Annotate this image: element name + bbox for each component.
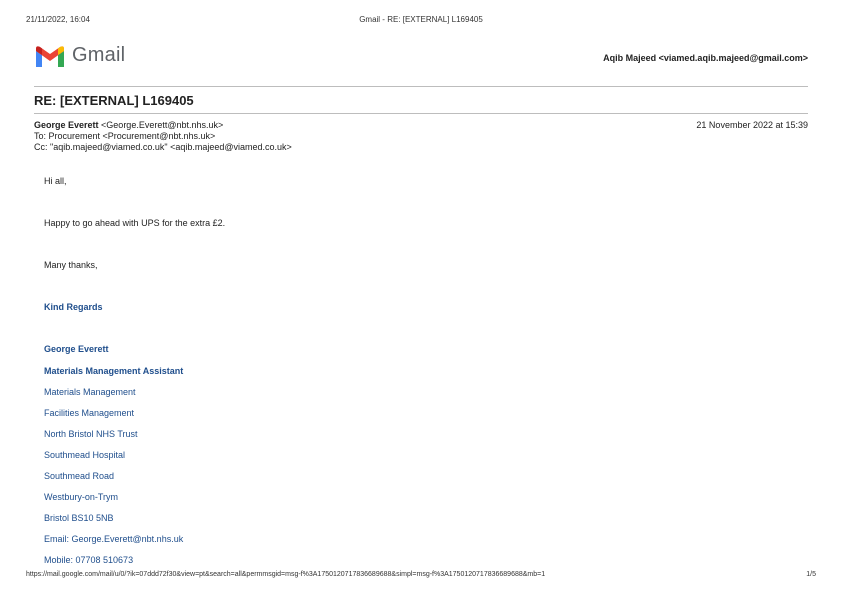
signature-line: North Bristol NHS Trust xyxy=(44,429,138,439)
header-divider xyxy=(34,86,808,87)
signature-line: Westbury-on-Trym xyxy=(44,492,119,502)
print-url: https://mail.google.com/mail/u/0/?ik=07ddd72f30&view=pt&search=all&permmsgid=msg-f%3A1750120717836689688&simpl=msg-f%3A1750120717836689688&mb=1 xyxy=(26,571,546,578)
body-line: Happy to go ahead with UPS for the extra £2. xyxy=(44,218,226,228)
message-date: 21 November 2022 at 15:39 xyxy=(696,120,808,130)
signature-email-link[interactable]: Email: George.Everett@nbt.nhs.uk xyxy=(44,534,184,544)
signature-mobile: Mobile: 07708 510673 xyxy=(44,555,134,565)
print-page-number: 1/5 xyxy=(806,571,816,578)
signature-line: Southmead Road xyxy=(44,471,115,481)
subject-divider xyxy=(34,113,808,114)
signature-line: Materials Management xyxy=(44,387,136,397)
greeting: Hi all, xyxy=(44,176,67,186)
sign-off: Many thanks, xyxy=(44,260,98,270)
signature-title: Materials Management Assistant xyxy=(44,366,184,376)
gmail-wordmark: Gmail xyxy=(72,44,126,66)
to-line: To: Procurement <Procurement@nbt.nhs.uk> xyxy=(34,131,216,141)
sender-name: George Everett xyxy=(34,120,99,130)
gmail-m-logo-icon xyxy=(34,45,66,69)
signature-line: Bristol BS10 5NB xyxy=(44,513,114,523)
sender-email: <George.Everett@nbt.nhs.uk> xyxy=(101,120,224,130)
email-subject: RE: [EXTERNAL] L169405 xyxy=(34,93,194,108)
gmail-logo[interactable] xyxy=(34,44,132,70)
signature-name: George Everett xyxy=(44,344,109,354)
sender-line xyxy=(34,120,223,130)
print-page-title: Gmail - RE: [EXTERNAL] L169405 xyxy=(359,15,483,24)
print-datetime: 21/11/2022, 16:04 xyxy=(26,15,90,24)
account-identity: Aqib Majeed <viamed.aqib.majeed@gmail.com> xyxy=(603,53,808,63)
signature-line: Southmead Hospital xyxy=(44,450,126,460)
signature-regards: Kind Regards xyxy=(44,302,103,312)
cc-line: Cc: "aqib.majeed@viamed.co.uk" <aqib.majeed@viamed.co.uk> xyxy=(34,142,292,152)
signature-line: Facilities Management xyxy=(44,408,135,418)
